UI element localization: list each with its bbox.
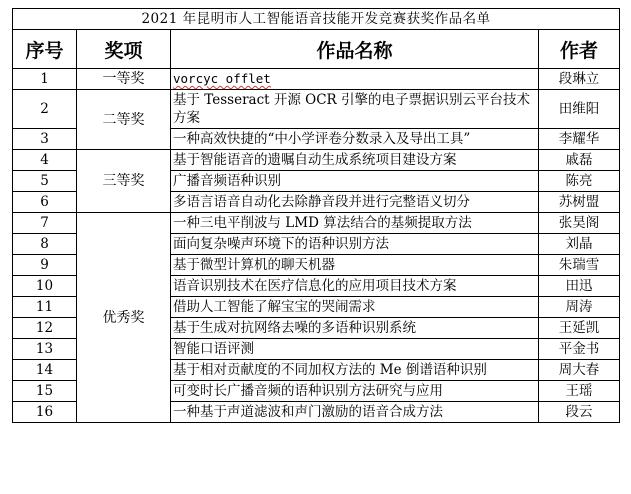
work-title: 基于相对贡献度的不同加权方法的 Me 倒谱语种识别: [171, 360, 539, 381]
work-title: 一种基于声道滤波和声门激励的语音合成方法: [171, 402, 539, 423]
award-table: [12, 8, 620, 423]
header-prize: 奖项: [77, 30, 171, 69]
header-work: 作品名称: [171, 30, 539, 69]
author-name: 刘晶: [539, 234, 620, 255]
document-page: [12, 8, 619, 423]
author-name: 苏树盟: [539, 192, 620, 213]
author-name: 段云: [539, 402, 620, 423]
author-name: 李耀华: [539, 129, 620, 150]
prize-first: 一等奖: [77, 69, 171, 90]
row-number: 6: [13, 192, 77, 213]
author-name: 王延凯: [539, 318, 620, 339]
prize-third: 三等奖: [77, 150, 171, 213]
title-row: [13, 9, 620, 30]
author-name: 张昊阁: [539, 213, 620, 234]
row-number: 10: [13, 276, 77, 297]
row-number: 16: [13, 402, 77, 423]
header-number: 序号: [13, 30, 77, 69]
work-title: 可变时长广播音频的语种识别方法研究与应用: [171, 381, 539, 402]
author-name: 陈亮: [539, 171, 620, 192]
work-title: 多语言语音自动化去除静音段并进行完整语义切分: [171, 192, 539, 213]
author-name: 周涛: [539, 297, 620, 318]
work-title: 一种三电平削波与 LMD 算法结合的基频提取方法: [171, 213, 539, 234]
row-number: 13: [13, 339, 77, 360]
row-number: 15: [13, 381, 77, 402]
row-number: 1: [13, 69, 77, 90]
work-title: 基于生成对抗网络去噪的多语种识别系统: [171, 318, 539, 339]
work-title: 面向复杂噪声环境下的语种识别方法: [171, 234, 539, 255]
row-number: 14: [13, 360, 77, 381]
work-title: 基于微型计算机的聊天机器: [171, 255, 539, 276]
prize-excellent: 优秀奖: [77, 213, 171, 423]
row-number: 3: [13, 129, 77, 150]
row-number: 5: [13, 171, 77, 192]
row-number: 9: [13, 255, 77, 276]
table-row: [13, 213, 620, 234]
author-name: 田迅: [539, 276, 620, 297]
author-name: 王瑶: [539, 381, 620, 402]
header-row: [13, 30, 620, 69]
row-number: 11: [13, 297, 77, 318]
work-title: 语音识别技术在医疗信息化的应用项目技术方案: [171, 276, 539, 297]
table-row: [13, 150, 620, 171]
header-author: 作者: [539, 30, 620, 69]
work-title: 一种高效快捷的“中小学评卷分数录入及导出工具”: [171, 129, 539, 150]
work-title: 基于智能语音的遗嘱自动生成系统项目建设方案: [171, 150, 539, 171]
table-title: 2021 年昆明市人工智能语音技能开发竞赛获奖作品名单: [13, 9, 620, 30]
row-number: 4: [13, 150, 77, 171]
author-name: 周大春: [539, 360, 620, 381]
prize-second: 二等奖: [77, 90, 171, 150]
work-title: 借助人工智能了解宝宝的哭闹需求: [171, 297, 539, 318]
table-row: [13, 69, 620, 90]
author-name: 段琳立: [539, 69, 620, 90]
work-title-text: vorcyc offlet: [173, 71, 271, 86]
work-title: [171, 69, 539, 90]
author-name: 田维阳: [539, 90, 620, 129]
work-title: 基于 Tesseract 开源 OCR 引擎的电子票据识别云平台技术方案: [171, 90, 539, 129]
work-title: 智能口语评测: [171, 339, 539, 360]
row-number: 7: [13, 213, 77, 234]
author-name: 平金书: [539, 339, 620, 360]
row-number: 12: [13, 318, 77, 339]
work-title: 广播音频语种识别: [171, 171, 539, 192]
table-row: [13, 90, 620, 129]
author-name: 戚磊: [539, 150, 620, 171]
row-number: 8: [13, 234, 77, 255]
row-number: 2: [13, 90, 77, 129]
author-name: 朱瑞雪: [539, 255, 620, 276]
